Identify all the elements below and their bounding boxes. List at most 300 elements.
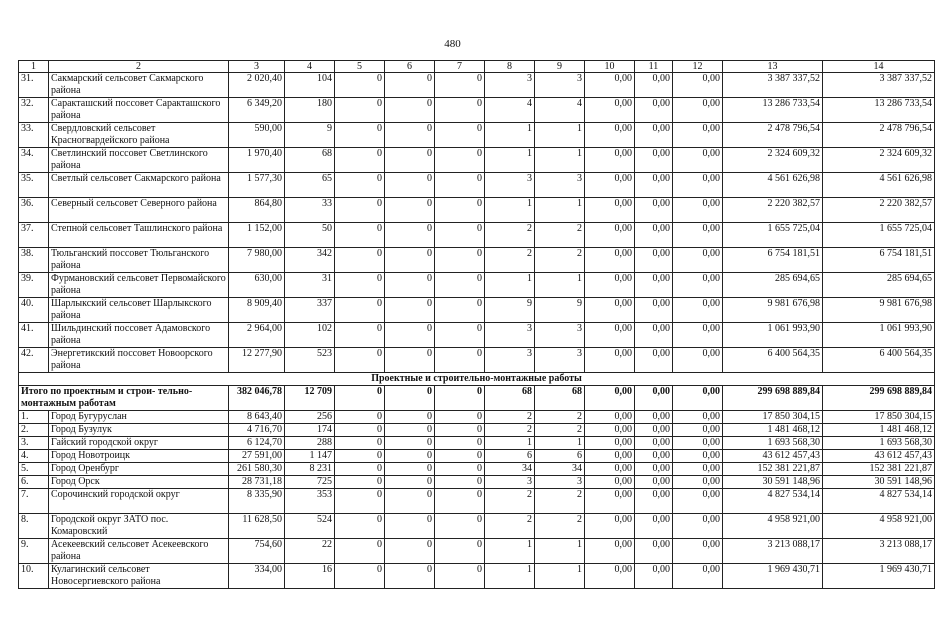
table-row bbox=[19, 73, 935, 98]
row-value: 0 bbox=[385, 248, 435, 273]
row-value: 102 bbox=[285, 323, 335, 348]
row-value: 0 bbox=[435, 489, 485, 514]
row-value: 0,00 bbox=[585, 273, 635, 298]
row-value: 33 bbox=[285, 198, 335, 223]
row-value: 334,00 bbox=[229, 564, 285, 589]
row-value: 0,00 bbox=[673, 437, 723, 450]
column-header: 9 bbox=[535, 61, 585, 73]
column-header: 10 bbox=[585, 61, 635, 73]
row-value: 0,00 bbox=[585, 489, 635, 514]
row-value: 0,00 bbox=[635, 539, 673, 564]
row-name: Светлый сельсовет Сакмарского района bbox=[49, 173, 229, 198]
row-index: 33. bbox=[19, 123, 49, 148]
row-value: 34 bbox=[535, 463, 585, 476]
section-header-row bbox=[19, 373, 935, 386]
row-value: 0 bbox=[385, 123, 435, 148]
row-value: 0,00 bbox=[585, 123, 635, 148]
row-value: 9 bbox=[535, 298, 585, 323]
table-row bbox=[19, 514, 935, 539]
table-row bbox=[19, 173, 935, 198]
column-header: 5 bbox=[335, 61, 385, 73]
row-value: 2 bbox=[535, 489, 585, 514]
row-value: 0,00 bbox=[673, 223, 723, 248]
row-index: 32. bbox=[19, 98, 49, 123]
row-index: 10. bbox=[19, 564, 49, 589]
row-value: 0 bbox=[435, 323, 485, 348]
row-value: 180 bbox=[285, 98, 335, 123]
row-index: 34. bbox=[19, 148, 49, 173]
row-value: 0,00 bbox=[673, 489, 723, 514]
row-value: 2 bbox=[535, 248, 585, 273]
row-value: 2 bbox=[485, 223, 535, 248]
row-value: 4 958 921,00 bbox=[823, 514, 935, 539]
row-value: 0,00 bbox=[673, 411, 723, 424]
row-value: 0,00 bbox=[673, 463, 723, 476]
row-value: 2 bbox=[485, 514, 535, 539]
table-row bbox=[19, 450, 935, 463]
row-value: 2 bbox=[535, 424, 585, 437]
row-value: 0,00 bbox=[585, 514, 635, 539]
row-value: 3 bbox=[485, 348, 535, 373]
total-value: 299 698 889,84 bbox=[823, 386, 935, 411]
row-value: 0,00 bbox=[673, 123, 723, 148]
table-row bbox=[19, 273, 935, 298]
table-row bbox=[19, 539, 935, 564]
row-value: 0,00 bbox=[635, 323, 673, 348]
row-value: 0 bbox=[385, 450, 435, 463]
row-value: 0,00 bbox=[585, 223, 635, 248]
row-value: 2 bbox=[485, 424, 535, 437]
table-row bbox=[19, 148, 935, 173]
total-value: 0,00 bbox=[673, 386, 723, 411]
row-value: 8 231 bbox=[285, 463, 335, 476]
row-value: 0 bbox=[335, 223, 385, 248]
row-value: 0 bbox=[335, 348, 385, 373]
row-value: 9 bbox=[285, 123, 335, 148]
row-value: 9 981 676,98 bbox=[823, 298, 935, 323]
row-value: 0 bbox=[435, 424, 485, 437]
row-name: Городской округ ЗАТО пос. Комаровский bbox=[49, 514, 229, 539]
row-value: 34 bbox=[485, 463, 535, 476]
table-row bbox=[19, 411, 935, 424]
total-value: 0 bbox=[435, 386, 485, 411]
row-value: 2 478 796,54 bbox=[823, 123, 935, 148]
row-value: 0 bbox=[335, 98, 385, 123]
row-value: 0 bbox=[435, 98, 485, 123]
row-value: 524 bbox=[285, 514, 335, 539]
row-value: 0,00 bbox=[635, 73, 673, 98]
row-index: 40. bbox=[19, 298, 49, 323]
row-value: 1 969 430,71 bbox=[723, 564, 823, 589]
row-value: 1 655 725,04 bbox=[723, 223, 823, 248]
row-value: 0,00 bbox=[673, 73, 723, 98]
row-value: 3 bbox=[535, 73, 585, 98]
row-value: 65 bbox=[285, 173, 335, 198]
row-value: 0 bbox=[385, 273, 435, 298]
row-value: 1 bbox=[535, 148, 585, 173]
row-name: Шарлыкский сельсовет Шарлыкского района bbox=[49, 298, 229, 323]
total-value: 12 709 bbox=[285, 386, 335, 411]
row-value: 0,00 bbox=[673, 248, 723, 273]
row-value: 8 643,40 bbox=[229, 411, 285, 424]
row-value: 1 bbox=[535, 273, 585, 298]
row-value: 0 bbox=[385, 539, 435, 564]
row-value: 0,00 bbox=[635, 489, 673, 514]
row-value: 0 bbox=[435, 123, 485, 148]
table-row bbox=[19, 424, 935, 437]
row-name: Город Бузулук bbox=[49, 424, 229, 437]
row-value: 0,00 bbox=[635, 198, 673, 223]
row-value: 2 bbox=[485, 248, 535, 273]
row-value: 0 bbox=[335, 123, 385, 148]
column-header: 8 bbox=[485, 61, 535, 73]
row-index: 7. bbox=[19, 489, 49, 514]
row-value: 0,00 bbox=[635, 273, 673, 298]
row-value: 4 827 534,14 bbox=[723, 489, 823, 514]
total-label: Итого по проектным и строи- тельно-монтажным работам bbox=[19, 386, 229, 411]
row-value: 6 400 564,35 bbox=[723, 348, 823, 373]
total-value: 68 bbox=[535, 386, 585, 411]
row-value: 0 bbox=[385, 411, 435, 424]
row-index: 3. bbox=[19, 437, 49, 450]
row-value: 0,00 bbox=[673, 148, 723, 173]
row-value: 6 754 181,51 bbox=[723, 248, 823, 273]
row-value: 0,00 bbox=[635, 450, 673, 463]
row-value: 152 381 221,87 bbox=[823, 463, 935, 476]
table-row bbox=[19, 248, 935, 273]
row-value: 0 bbox=[435, 223, 485, 248]
row-value: 3 213 088,17 bbox=[823, 539, 935, 564]
row-value: 0 bbox=[335, 450, 385, 463]
table-row bbox=[19, 123, 935, 148]
row-value: 1 481 468,12 bbox=[823, 424, 935, 437]
row-value: 7 980,00 bbox=[229, 248, 285, 273]
column-header: 13 bbox=[723, 61, 823, 73]
row-value: 0,00 bbox=[585, 73, 635, 98]
row-value: 0 bbox=[385, 73, 435, 98]
row-value: 1 655 725,04 bbox=[823, 223, 935, 248]
row-value: 50 bbox=[285, 223, 335, 248]
row-value: 1 481 468,12 bbox=[723, 424, 823, 437]
row-value: 0 bbox=[385, 437, 435, 450]
row-value: 0 bbox=[385, 198, 435, 223]
row-value: 8 335,90 bbox=[229, 489, 285, 514]
row-name: Сакмарский сельсовет Сакмарского района bbox=[49, 73, 229, 98]
row-value: 261 580,30 bbox=[229, 463, 285, 476]
page-number: 480 bbox=[444, 38, 461, 50]
table-row bbox=[19, 476, 935, 489]
table-row bbox=[19, 489, 935, 514]
row-value: 0 bbox=[385, 98, 435, 123]
column-header: 7 bbox=[435, 61, 485, 73]
row-value: 0 bbox=[335, 73, 385, 98]
row-value: 0 bbox=[335, 273, 385, 298]
row-value: 6 400 564,35 bbox=[823, 348, 935, 373]
total-value: 0,00 bbox=[635, 386, 673, 411]
row-value: 337 bbox=[285, 298, 335, 323]
row-value: 0 bbox=[435, 198, 485, 223]
row-value: 1 bbox=[535, 198, 585, 223]
row-value: 0,00 bbox=[635, 123, 673, 148]
row-value: 256 bbox=[285, 411, 335, 424]
table-row bbox=[19, 437, 935, 450]
row-value: 30 591 148,96 bbox=[723, 476, 823, 489]
column-header: 11 bbox=[635, 61, 673, 73]
row-value: 0 bbox=[435, 539, 485, 564]
row-value: 1 bbox=[485, 123, 535, 148]
row-value: 0 bbox=[385, 463, 435, 476]
row-value: 0,00 bbox=[673, 424, 723, 437]
column-header: 14 bbox=[823, 61, 935, 73]
row-value: 1 bbox=[485, 539, 535, 564]
total-value: 0 bbox=[335, 386, 385, 411]
row-value: 0,00 bbox=[585, 198, 635, 223]
table-row bbox=[19, 348, 935, 373]
row-value: 174 bbox=[285, 424, 335, 437]
row-value: 0 bbox=[335, 198, 385, 223]
row-value: 1 bbox=[535, 437, 585, 450]
row-value: 0,00 bbox=[673, 98, 723, 123]
table-row bbox=[19, 298, 935, 323]
row-value: 3 387 337,52 bbox=[723, 73, 823, 98]
row-value: 1 693 568,30 bbox=[823, 437, 935, 450]
row-name: Свердловский сельсовет Красногвардейского района bbox=[49, 123, 229, 148]
column-header: 4 bbox=[285, 61, 335, 73]
row-value: 6 bbox=[535, 450, 585, 463]
row-value: 0,00 bbox=[585, 298, 635, 323]
row-value: 754,60 bbox=[229, 539, 285, 564]
row-value: 0,00 bbox=[635, 514, 673, 539]
row-value: 1 693 568,30 bbox=[723, 437, 823, 450]
row-value: 3 bbox=[485, 73, 535, 98]
row-value: 0 bbox=[335, 298, 385, 323]
row-value: 0,00 bbox=[635, 476, 673, 489]
row-value: 0,00 bbox=[673, 514, 723, 539]
row-value: 0 bbox=[385, 148, 435, 173]
total-value: 382 046,78 bbox=[229, 386, 285, 411]
row-value: 1 bbox=[485, 564, 535, 589]
column-header: 12 bbox=[673, 61, 723, 73]
row-value: 2 bbox=[535, 514, 585, 539]
row-value: 342 bbox=[285, 248, 335, 273]
row-value: 1 bbox=[485, 198, 535, 223]
row-value: 2 bbox=[485, 489, 535, 514]
row-value: 288 bbox=[285, 437, 335, 450]
row-name: Шильдинский поссовет Адамовского района bbox=[49, 323, 229, 348]
row-name: Степной сельсовет Ташлинского района bbox=[49, 223, 229, 248]
row-name: Светлинский поссовет Светлинского района bbox=[49, 148, 229, 173]
row-value: 0,00 bbox=[673, 450, 723, 463]
total-value: 299 698 889,84 bbox=[723, 386, 823, 411]
row-value: 4 827 534,14 bbox=[823, 489, 935, 514]
row-value: 3 387 337,52 bbox=[823, 73, 935, 98]
row-value: 17 850 304,15 bbox=[823, 411, 935, 424]
row-value: 3 bbox=[485, 476, 535, 489]
row-value: 28 731,18 bbox=[229, 476, 285, 489]
row-value: 725 bbox=[285, 476, 335, 489]
table-row bbox=[19, 564, 935, 589]
row-value: 0,00 bbox=[635, 223, 673, 248]
row-value: 0 bbox=[435, 348, 485, 373]
row-value: 6 124,70 bbox=[229, 437, 285, 450]
row-name: Город Новотроицк bbox=[49, 450, 229, 463]
row-value: 0 bbox=[335, 514, 385, 539]
row-value: 0 bbox=[335, 476, 385, 489]
row-value: 1 bbox=[535, 123, 585, 148]
row-name: Саракташский поссовет Саракташского района bbox=[49, 98, 229, 123]
row-value: 3 bbox=[535, 173, 585, 198]
row-value: 0 bbox=[435, 450, 485, 463]
row-value: 0,00 bbox=[673, 273, 723, 298]
row-value: 152 381 221,87 bbox=[723, 463, 823, 476]
row-value: 3 bbox=[485, 173, 535, 198]
row-value: 0 bbox=[335, 463, 385, 476]
row-value: 0,00 bbox=[635, 463, 673, 476]
row-value: 16 bbox=[285, 564, 335, 589]
row-index: 2. bbox=[19, 424, 49, 437]
row-value: 0 bbox=[435, 463, 485, 476]
row-name: Сорочинский городской округ bbox=[49, 489, 229, 514]
row-value: 0,00 bbox=[673, 298, 723, 323]
row-value: 0 bbox=[335, 323, 385, 348]
row-value: 0,00 bbox=[585, 98, 635, 123]
row-value: 6 349,20 bbox=[229, 98, 285, 123]
row-value: 2 324 609,32 bbox=[823, 148, 935, 173]
row-value: 0 bbox=[435, 173, 485, 198]
row-value: 1 147 bbox=[285, 450, 335, 463]
row-value: 1 bbox=[535, 564, 585, 589]
row-index: 41. bbox=[19, 323, 49, 348]
row-value: 0,00 bbox=[635, 298, 673, 323]
row-value: 0,00 bbox=[585, 248, 635, 273]
row-value: 0 bbox=[435, 476, 485, 489]
row-value: 0,00 bbox=[585, 463, 635, 476]
row-value: 0 bbox=[435, 73, 485, 98]
row-name: Город Орск bbox=[49, 476, 229, 489]
row-value: 0,00 bbox=[585, 348, 635, 373]
row-index: 35. bbox=[19, 173, 49, 198]
row-name: Город Оренбург bbox=[49, 463, 229, 476]
row-value: 0,00 bbox=[585, 173, 635, 198]
row-value: 0,00 bbox=[673, 348, 723, 373]
row-value: 9 bbox=[485, 298, 535, 323]
row-value: 0,00 bbox=[585, 437, 635, 450]
row-index: 31. bbox=[19, 73, 49, 98]
column-header-row bbox=[19, 61, 935, 73]
row-name: Гайский городской округ bbox=[49, 437, 229, 450]
row-value: 0 bbox=[385, 476, 435, 489]
row-value: 0 bbox=[335, 489, 385, 514]
row-value: 8 909,40 bbox=[229, 298, 285, 323]
row-value: 2 220 382,57 bbox=[823, 198, 935, 223]
section-title: Проектные и строительно-монтажные работы bbox=[19, 373, 935, 386]
row-value: 3 bbox=[535, 476, 585, 489]
row-index: 37. bbox=[19, 223, 49, 248]
row-value: 0,00 bbox=[635, 248, 673, 273]
row-value: 2 bbox=[535, 223, 585, 248]
row-value: 22 bbox=[285, 539, 335, 564]
row-value: 0 bbox=[335, 248, 385, 273]
column-header: 2 bbox=[49, 61, 229, 73]
row-value: 0 bbox=[335, 148, 385, 173]
row-value: 2 020,40 bbox=[229, 73, 285, 98]
column-header: 6 bbox=[385, 61, 435, 73]
row-value: 0 bbox=[335, 539, 385, 564]
row-value: 353 bbox=[285, 489, 335, 514]
row-value: 0,00 bbox=[673, 173, 723, 198]
total-value: 68 bbox=[485, 386, 535, 411]
row-index: 1. bbox=[19, 411, 49, 424]
row-value: 285 694,65 bbox=[823, 273, 935, 298]
row-value: 2 964,00 bbox=[229, 323, 285, 348]
row-value: 0 bbox=[385, 323, 435, 348]
row-value: 0 bbox=[385, 298, 435, 323]
row-index: 9. bbox=[19, 539, 49, 564]
row-value: 1 bbox=[485, 148, 535, 173]
row-name: Северный сельсовет Северного района bbox=[49, 198, 229, 223]
row-value: 0 bbox=[435, 148, 485, 173]
row-value: 30 591 148,96 bbox=[823, 476, 935, 489]
row-value: 0,00 bbox=[585, 424, 635, 437]
row-value: 11 628,50 bbox=[229, 514, 285, 539]
row-value: 4 bbox=[485, 98, 535, 123]
table-row bbox=[19, 198, 935, 223]
row-value: 43 612 457,43 bbox=[723, 450, 823, 463]
row-name: Тюльганский поссовет Тюльганского района bbox=[49, 248, 229, 273]
row-value: 9 981 676,98 bbox=[723, 298, 823, 323]
row-value: 590,00 bbox=[229, 123, 285, 148]
row-value: 1 bbox=[485, 273, 535, 298]
row-value: 0,00 bbox=[585, 450, 635, 463]
total-row bbox=[19, 386, 935, 411]
row-value: 43 612 457,43 bbox=[823, 450, 935, 463]
row-value: 4 958 921,00 bbox=[723, 514, 823, 539]
row-name: Энергетикский поссовет Новоорского района bbox=[49, 348, 229, 373]
row-value: 1 061 993,90 bbox=[723, 323, 823, 348]
row-value: 0 bbox=[385, 489, 435, 514]
data-table bbox=[18, 60, 935, 589]
row-value: 2 bbox=[535, 411, 585, 424]
row-value: 0 bbox=[435, 437, 485, 450]
row-value: 3 213 088,17 bbox=[723, 539, 823, 564]
row-value: 6 754 181,51 bbox=[823, 248, 935, 273]
row-value: 13 286 733,54 bbox=[823, 98, 935, 123]
row-value: 2 324 609,32 bbox=[723, 148, 823, 173]
row-value: 0 bbox=[435, 514, 485, 539]
table-row bbox=[19, 98, 935, 123]
row-index: 8. bbox=[19, 514, 49, 539]
row-value: 0 bbox=[435, 564, 485, 589]
row-value: 0,00 bbox=[673, 539, 723, 564]
row-value: 0,00 bbox=[585, 411, 635, 424]
row-value: 523 bbox=[285, 348, 335, 373]
row-value: 0 bbox=[385, 223, 435, 248]
row-value: 3 bbox=[485, 323, 535, 348]
row-value: 0,00 bbox=[585, 564, 635, 589]
row-value: 0 bbox=[385, 173, 435, 198]
row-value: 864,80 bbox=[229, 198, 285, 223]
row-value: 0,00 bbox=[673, 323, 723, 348]
row-value: 4 bbox=[535, 98, 585, 123]
row-value: 0,00 bbox=[585, 476, 635, 489]
row-value: 27 591,00 bbox=[229, 450, 285, 463]
row-value: 4 716,70 bbox=[229, 424, 285, 437]
row-value: 6 bbox=[485, 450, 535, 463]
row-value: 0 bbox=[335, 173, 385, 198]
row-value: 4 561 626,98 bbox=[723, 173, 823, 198]
row-value: 0,00 bbox=[635, 424, 673, 437]
row-value: 0,00 bbox=[635, 411, 673, 424]
